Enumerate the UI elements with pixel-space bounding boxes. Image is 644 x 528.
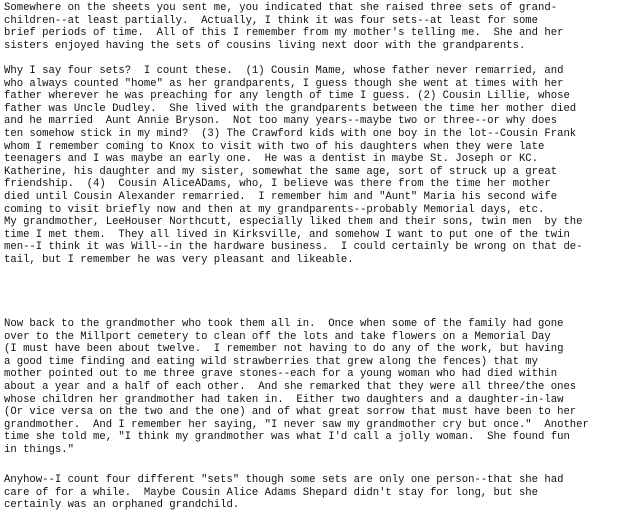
text-line: coming to visit briefly now and then at my grandparents--probably Memorial days, etc. (4, 203, 545, 216)
text-line: sisters enjoyed having the sets of cousins living next door with the grandparents. (4, 39, 526, 52)
text-line: grandmother. And I remember her saying, "I never saw my grandmother cry but once." Another (4, 418, 589, 431)
text-line: Anyhow--I count four different "sets" though some sets are only one person--that she had (4, 474, 564, 486)
text-line: time she told me, "I think my grandmother was what I'd call a jolly woman. She found fun (4, 431, 570, 444)
paragraph-anyhow-conclusion (4, 474, 640, 512)
text-line: care of for a while. Maybe Cousin Alice Adams Shepard didn't stay for long, but she (4, 486, 539, 499)
paragraph-four-sets (4, 65, 640, 267)
text-line: whom I remember coming to Knox to visit with two of his daughters when they were late (4, 140, 545, 153)
text-line: (I must have been about twelve. I remember not having to do any of the work, but having (4, 343, 564, 356)
text-line: and he married Aunt Annie Bryson. Not too many years--maybe two or three--or why does (4, 115, 558, 128)
text-line: died until Cousin Alexander remarried. I remember him and "Aunt" Maria his second wife (4, 190, 558, 203)
text-line: father was Uncle Dudley. She lived with the grandparents between the time her mother died (4, 102, 577, 115)
text-line: teenagers and I was maybe an early one. He was a dentist in maybe St. Joseph or KC. (4, 153, 539, 166)
text-line: certainly was an orphaned grandchild. (4, 499, 240, 512)
text-line: ten somehow stick in my mind? (3) The Crawford kids with one boy in the lot--Cousin Frank (4, 127, 577, 140)
text-line: (Or vice versa on the two and the one) and of what great sorrow that must have been to her (4, 406, 577, 419)
text-line: Katherine, his daughter and my sister, somewhat the same age, sort of struck up a great (4, 165, 558, 178)
text-line: tail, but I remember he was very pleasant and likeable. (4, 253, 354, 266)
paragraph-sets-of-grandchildren (4, 2, 640, 52)
text-line: a good time finding and eating wild strawberries that grew along the fences) that my (4, 355, 539, 368)
text-line: about a year and a half of each other. And she remarked that they were all three/the ones (4, 380, 577, 393)
text-line: children--at least partially. Actually, I think it was four sets--at least for some (4, 14, 539, 27)
text-line: men--I think it was Will--in the hardware business. I could certainly be wrong on that de- (4, 241, 583, 254)
text-line: over to the Millport cemetery to clean off the lots and take flowers on a Memorial Day (4, 330, 551, 343)
text-line: time I met them. They all lived in Kirksville, and somehow I want to put one of the twin (4, 228, 570, 241)
text-line: in things." (4, 443, 74, 456)
text-line: Why I say four sets? I count these. (1) Cousin Mame, whose father never remarried, and (4, 65, 564, 77)
text-line: who always counted "home" as her grandparents, I guess though she went at times with her (4, 77, 564, 90)
text-line: friendship. (4) Cousin AliceADams, who, I believe was there from the time her mother (4, 178, 551, 191)
paragraph-grandmother-cemetery (4, 318, 640, 457)
text-line: Somewhere on the sheets you sent me, you indicated that she raised three sets of grand- (4, 2, 558, 14)
text-line: father wherever he was preaching for any length of time I guess. (2) Cousin Lillie, whose (4, 90, 570, 103)
text-line: brief periods of time. All of this I remember from my mother's telling me. She and her (4, 27, 564, 40)
text-line: whose children her grandmother had taken in. Either two daughters and a daughter-in-law (4, 393, 564, 406)
text-line: mother pointed out to me three grave stones--each for a young woman who had died within (4, 368, 558, 381)
text-line: Now back to the grandmother who took them all in. Once when some of the family had gone (4, 318, 564, 330)
text-line: My grandmother, LeeHouser Northcutt, especially liked them and their sons, twin men by the (4, 216, 583, 229)
